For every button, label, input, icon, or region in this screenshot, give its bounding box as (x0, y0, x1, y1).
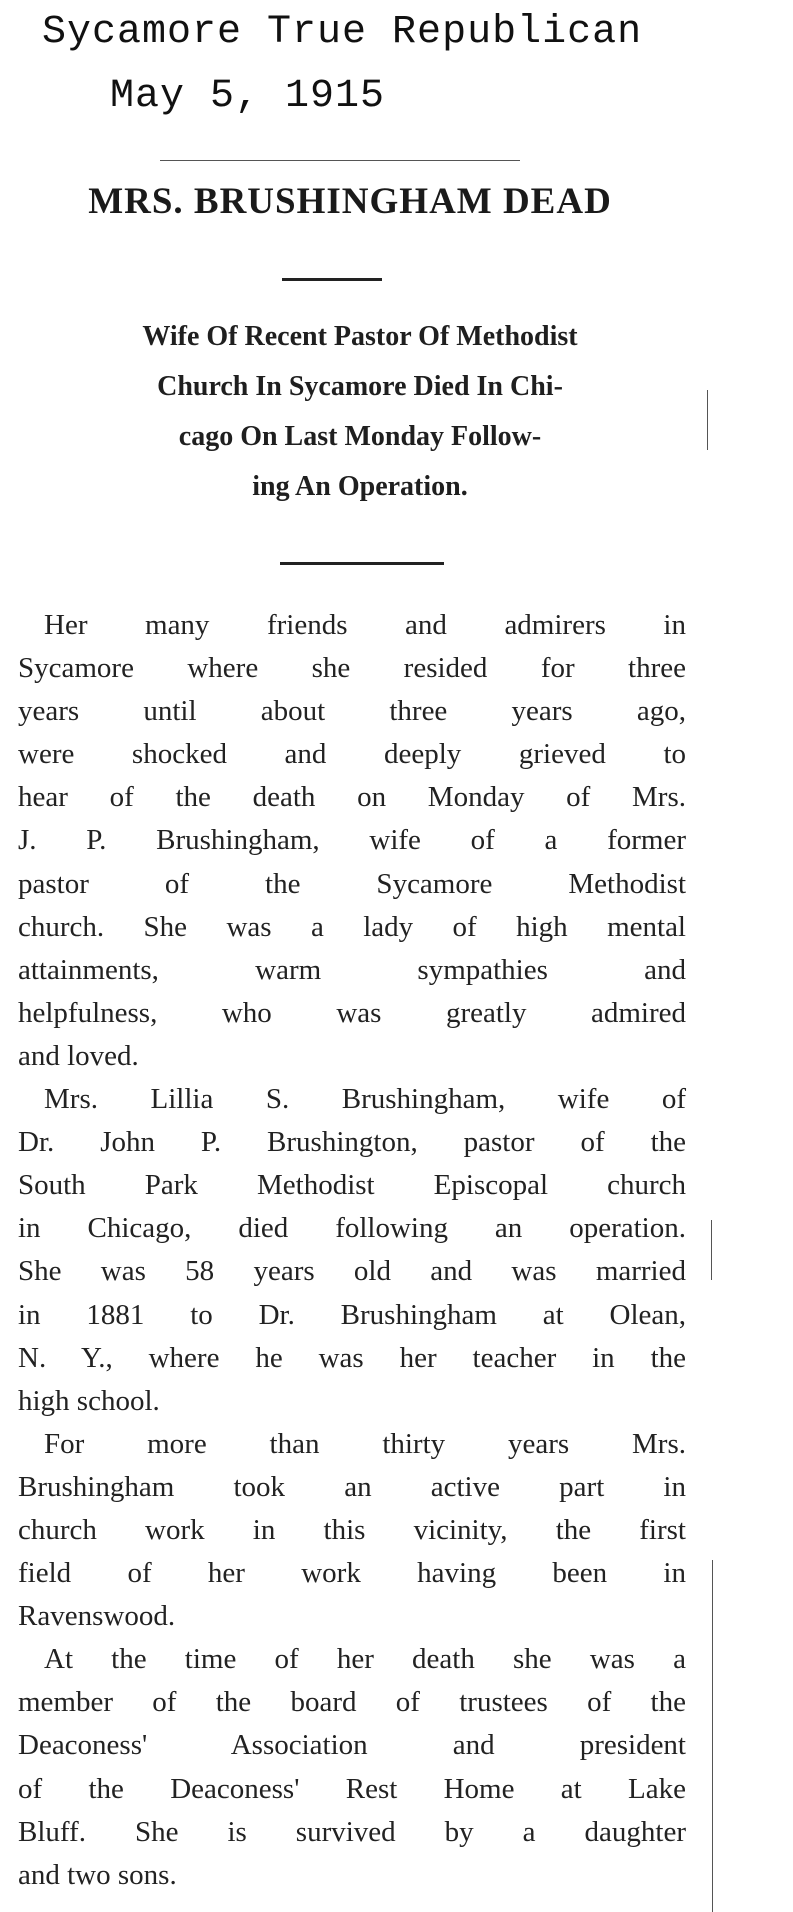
body-line: church work in this vicinity, the first (18, 1513, 686, 1546)
body-line: and two sons. (18, 1858, 177, 1891)
body-line: She was 58 years old and was married (18, 1255, 686, 1288)
body-line: N. Y., where he was her teacher in the (18, 1341, 686, 1374)
body-line: Brushingham took an active part in (18, 1470, 686, 1503)
publication-label: Sycamore True Republican (42, 10, 643, 55)
body-line: Ravenswood. (18, 1600, 176, 1633)
body-line: helpfulness, who was greatly admired (18, 996, 686, 1029)
subhead-line: Wife Of Recent Pastor Of Methodist (142, 321, 578, 352)
body-line: For more than thirty years Mrs. (44, 1427, 686, 1460)
body-line: Bluff. She is survived by a daughter (18, 1815, 686, 1848)
body-line: high school. (18, 1384, 160, 1417)
headline-divider (282, 278, 382, 281)
body-line: Mrs. Lillia S. Brushingham, wife of (44, 1083, 686, 1116)
body-line: Sycamore where she resided for three (18, 652, 686, 685)
body-line: J. P. Brushingham, wife of a former (18, 824, 686, 857)
body-line: years until about three years ago, (18, 695, 686, 728)
body-line: At the time of her death she was a (44, 1643, 686, 1676)
column-edge-line (711, 1220, 712, 1280)
body-line: pastor of the Sycamore Methodist (18, 867, 686, 900)
body-line: were shocked and deeply grieved to (18, 738, 686, 771)
body-line: Dr. John P. Brushington, pastor of the (18, 1126, 686, 1159)
body-line: and loved. (18, 1039, 139, 1072)
body-line: Her many friends and admirers in (44, 609, 686, 641)
body-line: church. She was a lady of high mental (18, 910, 686, 943)
subhead-line: Church In Sycamore Died In Chi- (157, 371, 563, 402)
body-line: in 1881 to Dr. Brushingham at Olean, (18, 1298, 686, 1331)
subhead-line: ing An Operation. (252, 471, 468, 502)
body-line: field of her work having been in (18, 1557, 686, 1590)
subhead-line: cago On Last Monday Follow- (178, 421, 542, 452)
column-edge-line (707, 390, 708, 450)
body-line: South Park Methodist Episcopal church (18, 1169, 686, 1202)
article-subhead (20, 312, 700, 512)
article-body (18, 604, 686, 1897)
article-headline: MRS. BRUSHINGHAM DEAD (88, 181, 612, 222)
body-line: hear of the death on Monday of Mrs. (18, 781, 686, 814)
body-line: attainments, warm sympathies and (18, 953, 686, 986)
top-divider (160, 160, 520, 161)
subhead-divider (280, 562, 444, 565)
body-line: in Chicago, died following an operation. (18, 1212, 686, 1245)
date-label: May 5, 1915 (110, 74, 386, 119)
body-line: Deaconess' Association and president (18, 1729, 686, 1762)
body-line: member of the board of trustees of the (18, 1686, 686, 1719)
body-line: of the Deaconess' Rest Home at Lake (18, 1772, 686, 1805)
column-edge-line (712, 1560, 713, 1912)
